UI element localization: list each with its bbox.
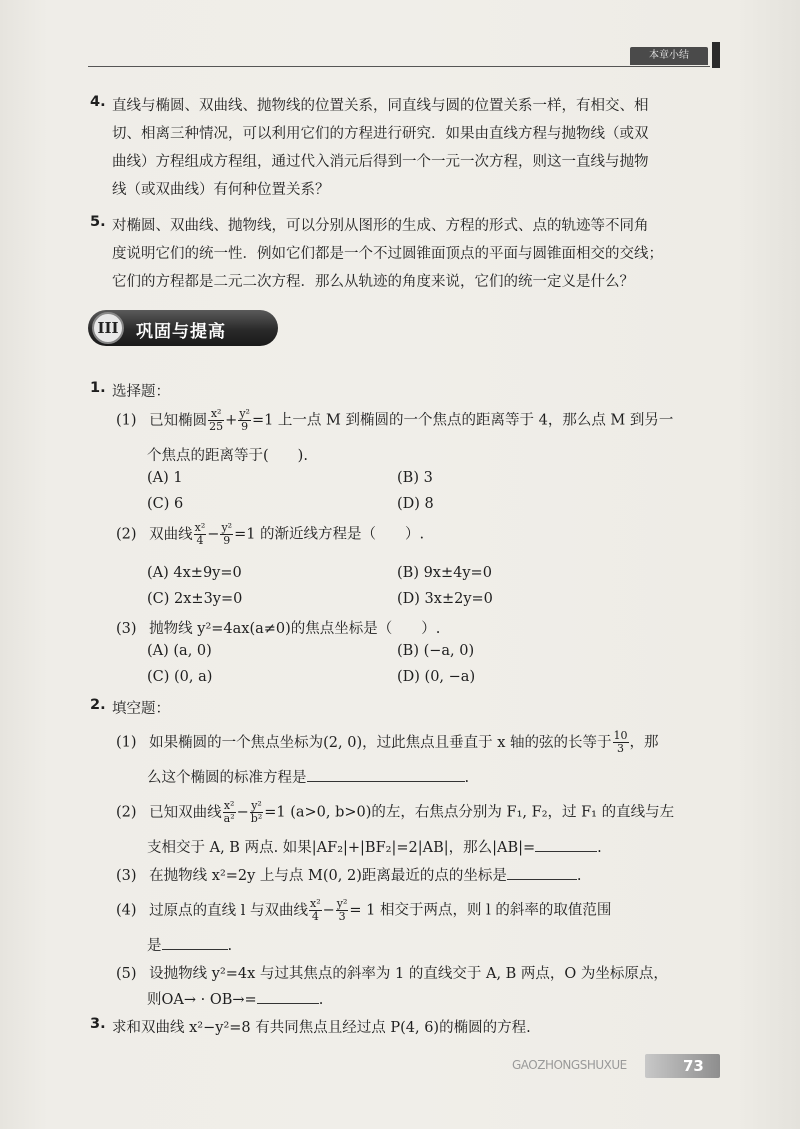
q2-sub4-line2: [147, 934, 232, 955]
denominator: 4: [311, 910, 319, 923]
operator: +: [225, 412, 238, 429]
numerator: y²: [336, 897, 348, 910]
text-segment: =1 (a>0, b>0)的左，右焦点分别为 F₁, F₂，过 F₁ 的直线与左: [264, 804, 675, 821]
denominator: a²: [223, 812, 235, 825]
sub-label: (5): [116, 966, 137, 982]
header-rule: [88, 66, 710, 67]
question-number: 4.: [90, 94, 106, 110]
denominator: 9: [241, 420, 249, 433]
q1-sub2-line1: [116, 522, 424, 547]
answer-blank[interactable]: [535, 837, 597, 852]
text-segment: 已知双曲线: [149, 804, 222, 821]
text-segment: 么这个椭圆的标准方程是: [147, 770, 307, 786]
q2-sub1-line1: [116, 730, 659, 755]
operator: −: [236, 804, 249, 821]
q2-sub2-line1: [116, 800, 674, 825]
option-c: (C) (0, a): [147, 669, 213, 685]
denominator: 3: [338, 910, 346, 923]
fraction: [208, 408, 224, 433]
fraction: [220, 522, 233, 547]
option-d: (D) (0, −a): [397, 669, 476, 685]
option-b: (B) 9x±4y=0: [397, 565, 492, 581]
numerator: x²: [208, 408, 224, 421]
question-text-line: 对椭圆、双曲线、抛物线，可以分别从图形的生成、方程的形式、点的轨迹等不同角: [112, 218, 649, 234]
fraction: [238, 408, 251, 433]
answer-blank[interactable]: [162, 935, 228, 950]
question-text-line: 直线与椭圆、双曲线、抛物线的位置关系，同直线与圆的位置关系一样，有相交、相: [112, 98, 649, 114]
fraction: [613, 730, 629, 755]
text-segment: =1 的渐近线方程是（ ）.: [234, 526, 425, 543]
text-segment: 设抛物线 y²=4x 与过其焦点的斜率为 1 的直线交于 A, B 两点，O 为坐标原点，: [149, 966, 668, 982]
q2-sub4-line1: [116, 898, 611, 923]
operator: −: [207, 526, 220, 543]
denominator: b²: [250, 812, 263, 825]
q1-sub3-line1: [116, 617, 440, 638]
numerator: y²: [239, 407, 250, 420]
denominator: 25: [209, 420, 224, 433]
sub-label: (1): [116, 734, 137, 751]
option-c: (C) 2x±3y=0: [147, 591, 243, 607]
fraction: [194, 522, 207, 547]
answer-blank[interactable]: [307, 767, 465, 782]
sub-label: (4): [116, 902, 137, 919]
sub-label: (3): [116, 621, 137, 637]
header-bar-decoration: [712, 42, 720, 68]
option-b: (B) (−a, 0): [397, 643, 475, 659]
text-segment: .: [597, 840, 602, 856]
fraction: [223, 800, 236, 825]
option-a: (A) 1: [147, 470, 183, 486]
text-segment: 过原点的直线 l 与双曲线: [149, 902, 309, 919]
question-title: 填空题：: [112, 701, 170, 717]
text-segment: 双曲线: [149, 526, 193, 543]
option-a: (A) 4x±9y=0: [147, 565, 242, 581]
fraction: [309, 898, 322, 923]
answer-blank[interactable]: [507, 865, 577, 880]
text-segment: 如果椭圆的一个焦点坐标为(2, 0)，过此焦点且垂直于 x 轴的弦的长等于: [149, 734, 612, 751]
option-d: (D) 8: [397, 496, 434, 512]
section-banner: [88, 310, 278, 346]
sub-label: (3): [116, 868, 137, 884]
question-text-line: 度说明它们的统一性．例如它们都是一个不过圆锥面顶点的平面与圆锥面相交的交线；: [112, 246, 663, 262]
numerator: 10: [613, 729, 628, 742]
numerator: x²: [310, 897, 321, 910]
question-text-line: 求和双曲线 x²−y²=8 有共同焦点且经过点 P(4, 6)的椭圆的方程.: [112, 1020, 531, 1036]
answer-blank[interactable]: [257, 989, 319, 1004]
option-d: (D) 3x±2y=0: [397, 591, 493, 607]
page-number: 73: [683, 1057, 704, 1075]
chapter-summary-tab: 本章小结: [630, 47, 708, 65]
text-segment: = 1 相交于两点，则 l 的斜率的取值范围: [349, 902, 612, 919]
denominator: 9: [223, 534, 231, 547]
question-text-line: 切、相离三种情况，可以利用它们的方程进行研究．如果由直线方程与抛物线（或双: [112, 126, 649, 142]
operator: −: [322, 902, 335, 919]
section-title: 巩固与提高: [136, 322, 226, 342]
question-number: 3.: [90, 1016, 106, 1032]
question-text-line: 曲线）方程组成方程组，通过代入消元后得到一个一元一次方程，则这一直线与抛物: [112, 154, 649, 170]
sub-label: (1): [116, 412, 137, 429]
denominator: 4: [196, 534, 204, 547]
q1-sub1-line1: [116, 408, 673, 433]
fraction: [250, 800, 263, 825]
numerator: x²: [223, 799, 235, 812]
numerator: y²: [251, 799, 262, 812]
q2-sub1-line2: [147, 766, 469, 787]
q1-sub1-line2: 个焦点的距离等于( ).: [147, 448, 308, 464]
text-segment: .: [576, 868, 582, 884]
q2-sub5-line1: [116, 962, 668, 983]
sub-label: (2): [116, 526, 137, 543]
text-segment: 支相交于 A, B 两点. 如果|AF₂|+|BF₂|=2|AB|，那么|AB|=: [147, 840, 536, 856]
text-segment: 是: [147, 938, 162, 954]
text-segment: =1 上一点 M 到椭圆的一个焦点的距离等于 4，那么点 M 到另一: [251, 412, 674, 429]
question-title: 选择题：: [112, 384, 170, 400]
question-number: 1.: [90, 380, 106, 396]
option-a: (A) (a, 0): [147, 643, 212, 659]
question-number: 5.: [90, 214, 106, 230]
numerator: x²: [194, 521, 206, 534]
question-text-line: 线（或双曲线）有何种位置关系？: [112, 182, 330, 198]
sub-label: (2): [116, 804, 137, 821]
text-segment: 则OA→ · OB→=: [147, 992, 257, 1008]
footer-brand-text: GAOZHONGSHUXUE: [512, 1058, 627, 1072]
numerator: y²: [221, 521, 233, 534]
q2-sub3-line1: [116, 864, 581, 885]
text-segment: .: [318, 992, 324, 1008]
section-numeral-badge: III: [92, 312, 124, 344]
fraction: [336, 898, 349, 923]
text-segment: 在抛物线 x²=2y 上与点 M(0, 2)距离最近的点的坐标是: [149, 868, 507, 884]
text-segment: ，那: [629, 734, 659, 751]
question-text-line: 它们的方程都是二元二次方程．那么从轨迹的角度来说，它们的统一定义是什么？: [112, 274, 634, 290]
question-number: 2.: [90, 697, 106, 713]
denominator: 3: [617, 742, 625, 755]
option-b: (B) 3: [397, 470, 433, 486]
text-segment: 已知椭圆: [149, 412, 208, 429]
text-segment: .: [464, 770, 470, 786]
text-segment: 抛物线 y²=4ax(a≠0)的焦点坐标是（ ）.: [149, 621, 441, 637]
text-segment: .: [227, 938, 233, 954]
option-c: (C) 6: [147, 496, 184, 512]
q2-sub5-line2: [147, 988, 323, 1009]
q2-sub2-line2: [147, 836, 602, 857]
